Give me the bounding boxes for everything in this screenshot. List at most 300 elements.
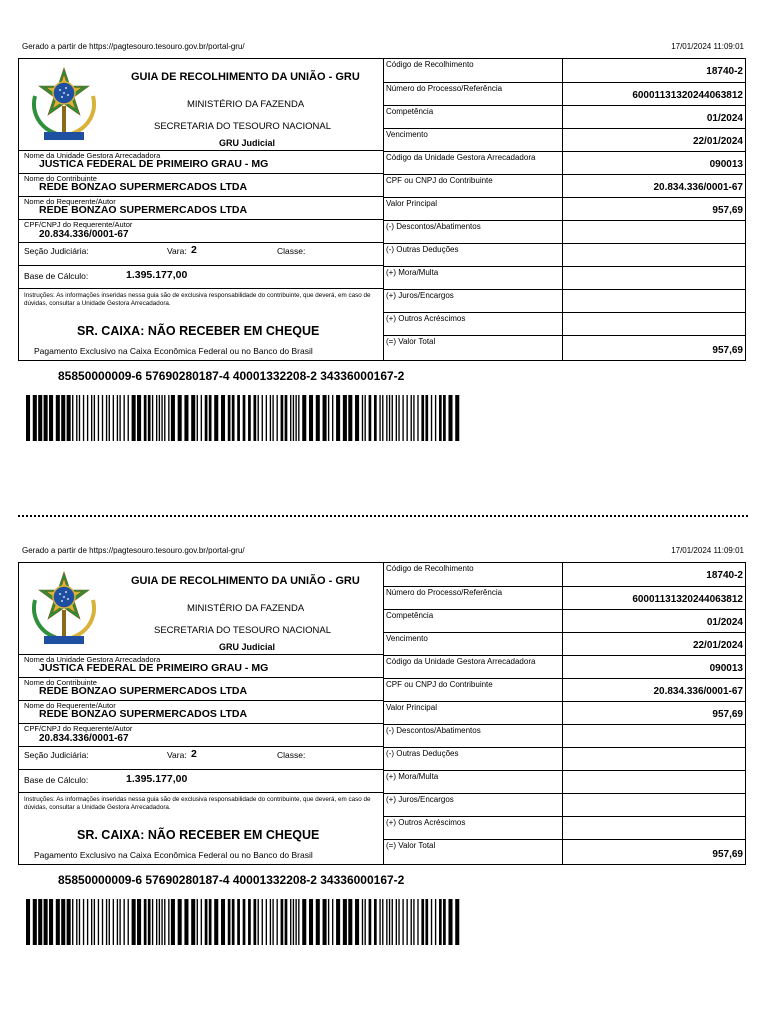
ministry-name: MINISTÉRIO DA FAZENDA [187, 603, 305, 614]
barcode-bar [443, 395, 446, 441]
value-row [384, 174, 746, 198]
value-row-label: (+) Juros/Encargos [386, 795, 454, 804]
no-check-warning: SR. CAIXA: NÃO RECEBER EM CHEQUE [77, 828, 320, 842]
generated-from-text: Gerado a partir de https://pagtesouro.tesouro.gov.br/portal-gru/ [22, 42, 245, 51]
barcode-bar [389, 899, 390, 945]
barcode-bar [365, 899, 366, 945]
barcode-bar [38, 395, 42, 441]
value-row-divider [562, 129, 563, 152]
barcode-bar [33, 899, 37, 945]
value-row-label: (-) Descontos/Abatimentos [386, 726, 481, 735]
calculation-base-value: 1.395.177,00 [126, 269, 188, 281]
digitable-line: 85850000009-6 57690280187-4 40001332208-2 34336000167-2 [58, 873, 405, 887]
value-row [384, 151, 746, 175]
barcode-bar [328, 899, 329, 945]
value-row-value: 957,69 [712, 709, 743, 720]
barcode-bar [237, 899, 240, 945]
barcode-bar [316, 395, 320, 441]
barcode-bar [285, 395, 288, 441]
barcode-bar [270, 899, 271, 945]
barcode-bar [209, 395, 212, 441]
value-row-divider [562, 748, 563, 771]
value-row [384, 266, 746, 290]
barcode-bar [398, 395, 399, 441]
value-row-divider [562, 152, 563, 175]
barcode-bar [435, 395, 436, 441]
ug-name-label: Nome da Unidade Gestora Arrecadadora [24, 151, 161, 160]
value-row-divider [562, 221, 563, 244]
instructions-text: Instruções: As informações inseridas nessa guia são de exclusiva responsabilidade do contribuinte, que deverá, em caso de dúvidas, consultar a Unidade Gestora Arrecadadora. [24, 796, 371, 811]
barcode-bar [76, 395, 77, 441]
barcode-bar [152, 899, 153, 945]
value-row-label: Competência [386, 107, 434, 116]
value-row [384, 724, 746, 748]
classe-label: Classe: [277, 750, 306, 760]
barcode-bar [49, 395, 53, 441]
barcode-bar [386, 899, 387, 945]
barcode-bar [191, 395, 195, 441]
gru-form [18, 58, 746, 361]
barcode-bar [258, 899, 259, 945]
no-check-warning: SR. CAIXA: NÃO RECEBER EM CHEQUE [77, 324, 320, 338]
barcode-bar [152, 395, 153, 441]
requester-cpf-field [19, 219, 383, 243]
form-title: GUIA DE RECOLHIMENTO DA UNIÃO - GRU [131, 71, 360, 83]
value-row-label: Código da Unidade Gestora Arrecadadora [386, 153, 536, 162]
barcode-bar [119, 395, 120, 441]
barcode-bar [421, 899, 424, 945]
requester-name-field [19, 196, 383, 220]
digitable-line: 85850000009-6 57690280187-4 40001332208-2 34336000167-2 [58, 369, 405, 383]
barcode-bar [91, 395, 92, 441]
vara-label: Vara: [167, 750, 187, 760]
value-row-label: Número do Processo/Referência [386, 588, 503, 597]
barcode-bar [402, 899, 403, 945]
barcode-bar [117, 395, 118, 441]
barcode-bar [144, 395, 147, 441]
value-row-label: Código de Recolhimento [386, 564, 474, 573]
value-row-divider [562, 563, 563, 586]
brazil-coat-of-arms-icon [29, 66, 99, 144]
barcode-bar [248, 395, 251, 441]
value-row-value: 01/2024 [706, 617, 743, 628]
value-row [384, 816, 746, 840]
barcode-bar [44, 899, 48, 945]
calculation-base-label: Base de Cálculo: [24, 271, 89, 281]
barcode-bar [79, 395, 80, 441]
barcode-bar [67, 395, 71, 441]
generated-from-text: Gerado a partir de https://pagtesouro.tesouro.gov.br/portal-gru/ [22, 546, 245, 555]
barcode-bar [161, 395, 162, 441]
value-row-value: 18740-2 [706, 570, 743, 581]
value-row-divider [562, 702, 563, 725]
instructions-block [19, 288, 383, 361]
barcode-bar [374, 395, 377, 441]
barcode-bar [164, 899, 165, 945]
gru-copy1 [0, 0, 768, 470]
barcode-bar [148, 899, 151, 945]
barcode-bar [290, 899, 291, 945]
barcode-bar [197, 395, 198, 441]
barcode-bar [243, 899, 246, 945]
value-row-divider [562, 633, 563, 656]
requester-name-label: Nome do Requerente/Autor [24, 197, 116, 206]
right-column [383, 59, 746, 360]
barcode-bar [109, 899, 110, 945]
judicial-section-row [19, 242, 383, 266]
barcode-bar [290, 395, 291, 441]
barcode-bar [362, 395, 363, 441]
value-row-value: 60001131320244063812 [632, 594, 743, 605]
barcode-bar [161, 899, 162, 945]
barcode-bar [123, 899, 124, 945]
requester-cpf-label: CPF/CNPJ do Requerente/Autor [24, 220, 133, 229]
barcode-bar [398, 899, 399, 945]
barcode-bar [413, 899, 414, 945]
barcode-bar [159, 899, 160, 945]
value-row [384, 839, 746, 865]
judicial-section-label: Seção Judiciária: [24, 750, 89, 760]
ug-name-label: Nome da Unidade Gestora Arrecadadora [24, 655, 161, 664]
barcode-bar [431, 395, 432, 441]
payment-note: Pagamento Exclusivo na Caixa Econômica Federal ou no Banco do Brasil [34, 346, 313, 356]
value-row-divider [562, 175, 563, 198]
value-row-divider [562, 336, 563, 361]
contributor-name-value: REDE BONZAO SUPERMERCADOS LTDA [39, 181, 248, 193]
requester-name-field [19, 700, 383, 724]
barcode-bar [94, 899, 95, 945]
barcode-bar [413, 395, 414, 441]
barcode-bar [343, 395, 347, 441]
barcode-bar [266, 899, 267, 945]
barcode-bar [33, 395, 37, 441]
barcode-bar [178, 395, 182, 441]
value-row [384, 197, 746, 221]
value-row-label: Valor Principal [386, 199, 437, 208]
value-row-label: Código da Unidade Gestora Arrecadadora [386, 657, 536, 666]
barcode-bar [406, 395, 407, 441]
value-row-divider [562, 290, 563, 313]
value-row [384, 770, 746, 794]
ug-name-value: JUSTICA FEDERAL DE PRIMEIRO GRAU - MG [39, 158, 269, 170]
barcode-bar [262, 395, 263, 441]
value-row [384, 335, 746, 361]
barcode-bar [191, 899, 195, 945]
barcode-bar [83, 395, 84, 441]
form-subtitle: GRU Judicial [219, 138, 276, 148]
barcode-bar [168, 395, 169, 441]
value-row-divider [562, 198, 563, 221]
barcode-bar [61, 899, 65, 945]
requester-name-value: REDE BONZAO SUPERMERCADOS LTDA [39, 204, 248, 216]
barcode-bar [316, 899, 320, 945]
barcode-bar [72, 395, 73, 441]
barcode-bar [171, 899, 175, 945]
value-row-divider [562, 106, 563, 129]
requester-cpf-value: 20.834.336/0001-67 [39, 229, 129, 240]
contributor-name-field [19, 173, 383, 197]
barcode-bar [309, 395, 313, 441]
barcode-bar [67, 899, 71, 945]
barcode-bar [417, 899, 418, 945]
barcode-bar [332, 899, 333, 945]
right-column [383, 563, 746, 864]
ug-name-value: JUSTICA FEDERAL DE PRIMEIRO GRAU - MG [39, 662, 269, 674]
value-row-divider [562, 794, 563, 817]
value-row [384, 289, 746, 313]
barcode-bar [348, 395, 352, 441]
form-header [19, 59, 383, 150]
barcode-bar [201, 899, 202, 945]
value-row-value: 20.834.336/0001-67 [653, 686, 743, 697]
barcode-bar [389, 395, 390, 441]
value-row-divider [562, 656, 563, 679]
requester-name-value: REDE BONZAO SUPERMERCADOS LTDA [39, 708, 248, 720]
barcode-bar [79, 899, 80, 945]
barcode-bar [83, 899, 84, 945]
calculation-base-label: Base de Cálculo: [24, 775, 89, 785]
value-row-divider [562, 817, 563, 840]
value-row-divider [562, 313, 563, 336]
form-title: GUIA DE RECOLHIMENTO DA UNIÃO - GRU [131, 575, 360, 587]
gru-form [18, 562, 746, 865]
value-row [384, 128, 746, 152]
barcode-bar [439, 899, 442, 945]
barcode-bar [336, 395, 340, 441]
barcode-bar [298, 395, 299, 441]
barcode-bar [270, 395, 271, 441]
barcode-bar [232, 899, 235, 945]
barcode-bar [336, 899, 340, 945]
barcode-bar [392, 395, 393, 441]
contributor-name-label: Nome do Contribuinte [24, 678, 97, 687]
barcode-bar [448, 395, 452, 441]
barcode-bar [365, 395, 366, 441]
barcode-bar [237, 395, 240, 441]
vara-value: 2 [191, 748, 197, 760]
barcode-bar [425, 395, 428, 441]
barcode-bar [253, 395, 256, 441]
barcode-bar [76, 899, 77, 945]
barcode-bar [117, 899, 118, 945]
barcode-bar [272, 395, 273, 441]
barcode-bar [396, 395, 397, 441]
value-row-value: 957,69 [712, 849, 743, 860]
value-row [384, 655, 746, 679]
value-row [384, 105, 746, 129]
generated-at-text: 17/01/2024 11:09:01 [671, 42, 744, 51]
value-row-value: 22/01/2024 [692, 640, 743, 651]
barcode-bar [106, 899, 107, 945]
barcode-bar [197, 899, 198, 945]
barcode-bar [109, 395, 110, 441]
barcode-bar [362, 899, 363, 945]
value-row [384, 243, 746, 267]
barcode-bar [123, 395, 124, 441]
barcode-bar [214, 395, 218, 441]
barcode-bar [94, 395, 95, 441]
barcode-bar [402, 395, 403, 441]
barcode-bar [455, 395, 459, 441]
payment-note: Pagamento Exclusivo na Caixa Econômica Federal ou no Banco do Brasil [34, 850, 313, 860]
barcode-bar [49, 899, 53, 945]
value-row-label: Número do Processo/Referência [386, 84, 503, 93]
value-row-label: Vencimento [386, 130, 428, 139]
value-row-divider [562, 267, 563, 290]
value-row [384, 793, 746, 817]
barcode-bar [56, 395, 60, 441]
value-row-value: 20.834.336/0001-67 [653, 182, 743, 193]
value-row [384, 59, 746, 82]
barcode-bar [26, 395, 30, 441]
value-row-label: (+) Outros Acréscimos [386, 818, 466, 827]
value-row-label: (+) Juros/Encargos [386, 291, 454, 300]
barcode-bar [411, 899, 412, 945]
value-row [384, 82, 746, 106]
barcode-bar [369, 395, 372, 441]
vara-label: Vara: [167, 246, 187, 256]
requester-name-label: Nome do Requerente/Autor [24, 701, 116, 710]
value-row-value: 957,69 [712, 205, 743, 216]
value-row-value: 60001131320244063812 [632, 90, 743, 101]
barcode-bar [443, 899, 446, 945]
barcode-bar [369, 899, 372, 945]
barcode-bar [272, 899, 273, 945]
barcode-bar [201, 395, 202, 441]
barcode-bar [355, 899, 359, 945]
value-row-label: Valor Principal [386, 703, 437, 712]
value-row-value: 22/01/2024 [692, 136, 743, 147]
left-column [19, 59, 383, 360]
value-row-divider [562, 610, 563, 633]
instructions-text: Instruções: As informações inseridas nessa guia são de exclusiva responsabilidade do contribuinte, que deverá, em caso de dúvidas, consultar a Unidade Gestora Arrecadadora. [24, 292, 371, 307]
value-row-label: (+) Mora/Multa [386, 772, 439, 781]
barcode-bar [102, 395, 103, 441]
value-row-value: 18740-2 [706, 66, 743, 77]
form-header [19, 563, 383, 654]
barcode-bar [425, 899, 428, 945]
barcode-bar [87, 899, 88, 945]
requester-cpf-label: CPF/CNPJ do Requerente/Autor [24, 724, 133, 733]
barcode-bar [281, 899, 284, 945]
contributor-name-label: Nome do Contribuinte [24, 174, 97, 183]
barcode-bar [392, 899, 393, 945]
barcode-bar [309, 899, 313, 945]
form-subtitle: GRU Judicial [219, 642, 276, 652]
barcode-bar [374, 899, 377, 945]
barcode-bar [148, 395, 151, 441]
value-row-label: (+) Outros Acréscimos [386, 314, 466, 323]
value-row-label: (=) Valor Total [386, 841, 436, 850]
value-row-label: CPF ou CNPJ do Contribuinte [386, 680, 493, 689]
barcode-bar [295, 899, 296, 945]
value-row-label: (-) Outras Deduções [386, 245, 459, 254]
value-row-divider [562, 587, 563, 610]
barcode-bar [379, 899, 380, 945]
barcode-icon [26, 899, 462, 945]
vara-value: 2 [191, 244, 197, 256]
barcode-bar [421, 395, 424, 441]
ug-name-field [19, 150, 383, 174]
barcode-bar [293, 395, 294, 441]
barcode-bar [132, 395, 136, 441]
barcode-bar [406, 899, 407, 945]
value-row [384, 220, 746, 244]
value-row-label: CPF ou CNPJ do Contribuinte [386, 176, 493, 185]
value-row-label: Competência [386, 611, 434, 620]
contributor-name-value: REDE BONZAO SUPERMERCADOS LTDA [39, 685, 248, 697]
requester-cpf-value: 20.834.336/0001-67 [39, 733, 129, 744]
barcode-bar [417, 395, 418, 441]
barcode-bar [379, 395, 380, 441]
value-row-label: (=) Valor Total [386, 337, 436, 346]
generated-at-text: 17/01/2024 11:09:01 [671, 546, 744, 555]
barcode-bar [128, 395, 129, 441]
value-row-label: Código de Recolhimento [386, 60, 474, 69]
value-row-divider [562, 679, 563, 702]
barcode-bar [243, 395, 246, 441]
barcode-bar [277, 395, 278, 441]
barcode-bar [221, 899, 225, 945]
barcode-bar [144, 899, 147, 945]
barcode-bar [106, 395, 107, 441]
barcode-bar [119, 899, 120, 945]
barcode-bar [348, 899, 352, 945]
calculation-base-row [19, 769, 383, 793]
barcode-bar [159, 395, 160, 441]
barcode-bar [439, 395, 442, 441]
value-row-divider [562, 840, 563, 865]
classe-label: Classe: [277, 246, 306, 256]
left-column [19, 563, 383, 864]
barcode-bar [431, 899, 432, 945]
contributor-name-field [19, 677, 383, 701]
barcode-bar [277, 899, 278, 945]
value-row-divider [562, 83, 563, 106]
barcode-bar [56, 899, 60, 945]
barcode-bar [214, 899, 218, 945]
ug-name-field [19, 654, 383, 678]
barcode-bar [132, 899, 136, 945]
barcode-bar [302, 395, 306, 441]
barcode-bar [128, 899, 129, 945]
value-row [384, 747, 746, 771]
brazil-coat-of-arms-icon [29, 570, 99, 648]
barcode-bar [178, 899, 182, 945]
value-row-divider [562, 59, 563, 82]
barcode-bar [38, 899, 42, 945]
barcode-bar [87, 395, 88, 441]
barcode-bar [323, 395, 327, 441]
barcode-icon [26, 395, 462, 441]
value-row [384, 701, 746, 725]
barcode-bar [98, 899, 99, 945]
barcode-bar [72, 899, 73, 945]
barcode-bar [156, 395, 157, 441]
calculation-base-value: 1.395.177,00 [126, 773, 188, 785]
secretariat-name: SECRETARIA DO TESOURO NACIONAL [154, 625, 332, 636]
value-row-divider [562, 771, 563, 794]
barcode-bar [205, 899, 208, 945]
barcode-bar [355, 395, 359, 441]
barcode-bar [248, 899, 251, 945]
barcode-bar [168, 899, 169, 945]
barcode-bar [91, 899, 92, 945]
barcode-bar [285, 899, 288, 945]
barcode-bar [386, 395, 387, 441]
barcode-bar [61, 395, 65, 441]
barcode-bar [411, 395, 412, 441]
